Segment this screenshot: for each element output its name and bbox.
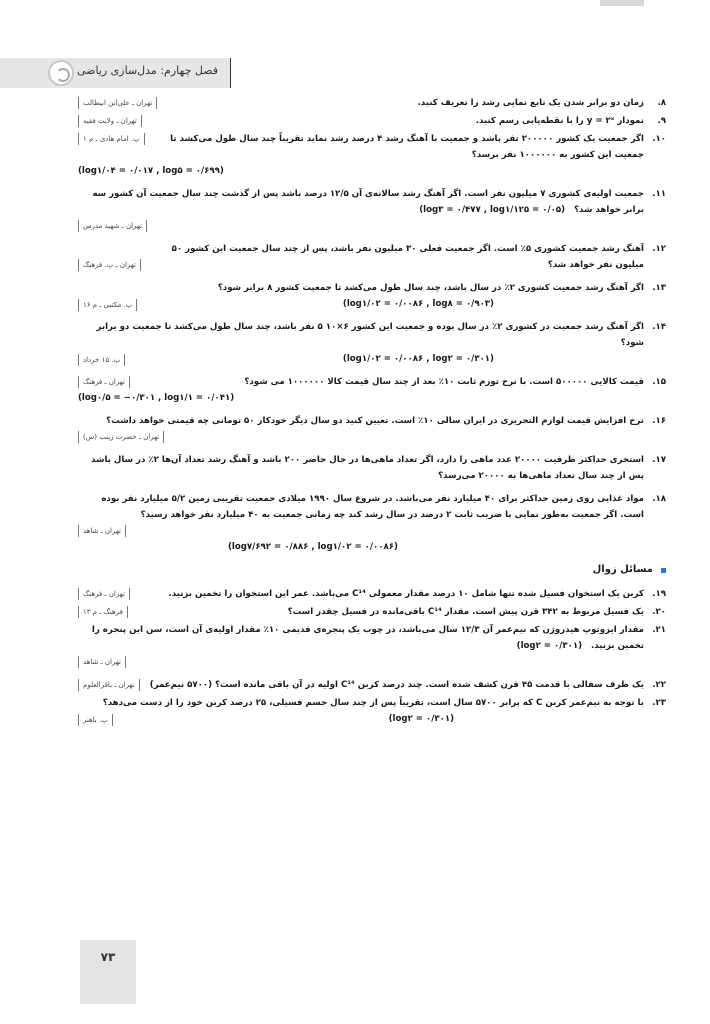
- question-text: اگر آهنگ رشد جمعیت کشوری ۲٪ در سال باشد، چند سال طول می‌کشد تا جمعیت کشور ۸ برابر شود؟: [217, 283, 644, 293]
- question-text: آهنگ رشد جمعیت کشوری ۵٪ است. اگر جمعیت فعلی ۳۰ میلیون نفر باشد، پس از چند سال جمعیت این کشور ۵۰ میلیون نفر خواهد شد؟: [171, 244, 644, 270]
- question-item: [78, 586, 666, 602]
- question-number: ۹.: [657, 116, 666, 126]
- question-text: مواد غذایی روی زمین حداکثر برای ۴۰ میلیارد نفر می‌باشد. در شروع سال ۱۹۹۰ میلادی جمعیت تقریبی زمین ۵/۲ میلیارد نفر بوده است. اگر جمعیت به‌طور نمایی با ضریب ثابت ۲ درصد در سال رشد کند چه زمانی جمعیت به ۴۰ میلیارد نفر خواهد رسید؟: [101, 494, 644, 520]
- log-hint: (log۷/۶۹۲ = ۰/۸۸۶ , log۱/۰۲ = ۰/۰۰۸۶): [228, 542, 398, 552]
- log-hint: (log۰/۵ = −۰/۳۰۱ , log۱/۱ = ۰/۰۴۱): [78, 393, 235, 403]
- chapter-title: فصل چهارم: مدل‌سازی ریاضی: [76, 64, 218, 77]
- question-number: ۱۹.: [652, 589, 666, 599]
- question-text: اگر جمعیت یک کشور ۲۰۰۰۰۰ نفر باشد و جمعیت با آهنگ رشد ۴ درصد رشد نماید تقریباً چند سال طول می‌کشد تا جمعیت این کشور به ۱۰۰۰۰۰۰ نفر برسد؟: [170, 134, 644, 160]
- question-number: ۲۰.: [652, 607, 666, 617]
- question-number: ۱۸.: [652, 494, 666, 504]
- source-tag: تهران ـ فرهنگ: [78, 376, 130, 388]
- question-text: یک فسیل مربوط به ۳۴۲ قرن پیش است. مقدار C¹⁴ باقی‌مانده در فسیل چقدر است؟: [287, 607, 644, 617]
- question-item: [78, 413, 666, 445]
- source-tag: پ. باهنر: [78, 714, 113, 726]
- source-tag: فرهنگ ـ م ۱۳: [78, 606, 128, 618]
- log-hint: (log۱/۰۴ = ۰/۰۱۷ , log۵ = ۰/۶۹۹): [78, 166, 224, 176]
- question-number: ۱۷.: [652, 455, 666, 465]
- source-tag: تهران ـ پ. فرهنگ: [78, 259, 141, 271]
- question-list: [78, 95, 666, 734]
- question-number: ۱۴.: [652, 322, 666, 332]
- section-bullet-icon: [661, 568, 666, 573]
- question-number: ۱۱.: [652, 189, 666, 199]
- source-tag: پ. مکتبی ـ م ۱۶: [78, 299, 137, 311]
- source-tag: پ. ۱۵ خرداد: [78, 354, 125, 366]
- question-text: نرخ افزایش قیمت لوازم التحریری در ایران سالی ۱۰٪ است. تعیین کنید دو سال دیگر خودکار ۵۰ تومانی چه قیمتی خواهد داشت؟: [106, 416, 644, 426]
- question-item: [78, 113, 666, 129]
- question-item: [78, 695, 666, 727]
- page-number-box: [80, 940, 136, 1004]
- question-item: [78, 452, 666, 484]
- question-item: [78, 319, 666, 367]
- source-tag: تهران ـ باقرالعلوم: [78, 679, 140, 691]
- page-number: ۷۳: [100, 950, 116, 964]
- question-item: [78, 491, 666, 555]
- source-tag: تهران ـ ولایت فقیه: [78, 115, 142, 127]
- question-number: ۱۲.: [652, 244, 666, 254]
- top-edge-strip: [600, 0, 644, 6]
- question-text: یک ظرف سفالی با قدمت ۴۵ قرن کشف شده است. چند درصد کربن C¹⁴ اولیه در آن باقی مانده است؟ (۵۷۰۰ نیم‌عمر): [149, 680, 644, 690]
- question-text: مقدار ایزوتوپ هیدروژن که نیم‌عمر آن ۱۲/۳ سال می‌باشد، در چوب یک پنجره‌ی قدیمی ۱۰٪ مقدار اولیه‌ی آن است، سن این پنجره را تخمین بزنید.: [91, 625, 644, 651]
- question-item: [78, 374, 666, 406]
- question-number: ۱۰.: [652, 134, 666, 144]
- question-item: [78, 241, 666, 273]
- log-hint: (log۳ = ۰/۴۷۷ , log۱/۱۲۵ = ۰/۰۵): [419, 205, 566, 215]
- section-title: مسائل زوال: [592, 564, 653, 575]
- question-number: ۲۳.: [652, 698, 666, 708]
- publisher-logo-icon: [48, 60, 74, 86]
- chapter-header: [0, 58, 230, 88]
- question-item: [78, 622, 666, 670]
- source-tag: تهران ـ حضرت زینب (س): [78, 431, 164, 443]
- question-text: جمعیت اولیه‌ی کشوری ۷ میلیون نفر است. اگر آهنگ رشد سالانه‌ی آن ۱۲/۵ درصد باشد پس از گذشت چند سال جمعیت آن کشور سه برابر خواهد شد؟: [92, 189, 644, 215]
- section-heading: [78, 562, 666, 578]
- source-tag: تهران ـ شاهد: [78, 525, 126, 537]
- source-tag: پ. امام هادی ـ م ۱: [78, 133, 145, 145]
- source-tag: تهران ـ فرهنگ: [78, 588, 130, 600]
- question-text: قیمت کالایی ۵۰۰۰۰۰ است. با نرخ تورم ثابت ۱۰٪ بعد از چند سال قیمت کالا ۱۰۰۰۰۰۰ می شود؟: [244, 377, 644, 387]
- question-number: ۲۱.: [652, 625, 666, 635]
- log-hint: (log۲ = ۰/۳۰۱): [516, 641, 583, 651]
- question-number: ۸.: [657, 98, 666, 108]
- source-tag: تهران ـ شاهد: [78, 656, 126, 668]
- question-number: ۱۶.: [652, 416, 666, 426]
- question-text: استخری حداکثر ظرفیت ۲۰۰۰۰ عدد ماهی را دارد، اگر تعداد ماهی‌ها در حال حاضر ۲۰۰ باشد و آهنگ رشد تعداد آن‌ها ۲٪ در سال باشد پس از چند سال تعداد ماهی‌ها به ۲۰۰۰۰ می‌رسد؟: [91, 455, 644, 481]
- question-item: [78, 131, 666, 179]
- log-hint: (log۲ = ۰/۳۰۱): [388, 714, 454, 724]
- question-text: زمان دو برابر شدن یک تابع نمایی رشد را تعریف کنید.: [417, 98, 644, 108]
- question-item: [78, 280, 666, 312]
- log-hint: (log۱/۰۲ = ۰/۰۰۸۶ , log۸ = ۰/۹۰۳): [342, 299, 494, 309]
- question-item: [78, 604, 666, 620]
- question-number: ۲۲.: [652, 680, 666, 690]
- source-tag: تهران ـ علی‌ابن ابیطالب: [78, 97, 157, 109]
- question-text: نمودار y = ۲ˣ را با نقطه‌یابی رسم کنید.: [475, 116, 644, 126]
- log-hint: (log۱/۰۲ = ۰/۰۰۸۶ , log۲ = ۰/۳۰۱): [342, 354, 494, 364]
- question-item: [78, 186, 666, 234]
- question-item: [78, 95, 666, 111]
- header-divider: [230, 58, 231, 88]
- source-tag: تهران ـ شهید مدرس: [78, 220, 147, 232]
- question-text: با توجه به نیم‌عمر کربن C که برابر ۵۷۰۰ سال است، تقریباً پس از چند سال جسم فسیلی، ۲۵ درصد کربن خود را از دست می‌دهد؟: [102, 698, 644, 708]
- question-text: کربن یک استخوان فسیل شده تنها شامل ۱۰ درصد مقدار معمولی C¹⁴ می‌باشد. عمر این استخوان را تخمین بزنید.: [168, 589, 644, 599]
- question-number: ۱۵.: [652, 377, 666, 387]
- question-item: [78, 677, 666, 693]
- question-text: اگر آهنگ رشد جمعیت در کشوری ۲٪ در سال بوده و جمعیت این کشور ۶‏×۱۰‏ ۵ نفر باشد، چند سال طول می‌کشد تا جمعیت دو برابر شود؟: [96, 322, 644, 348]
- question-number: ۱۳.: [652, 283, 666, 293]
